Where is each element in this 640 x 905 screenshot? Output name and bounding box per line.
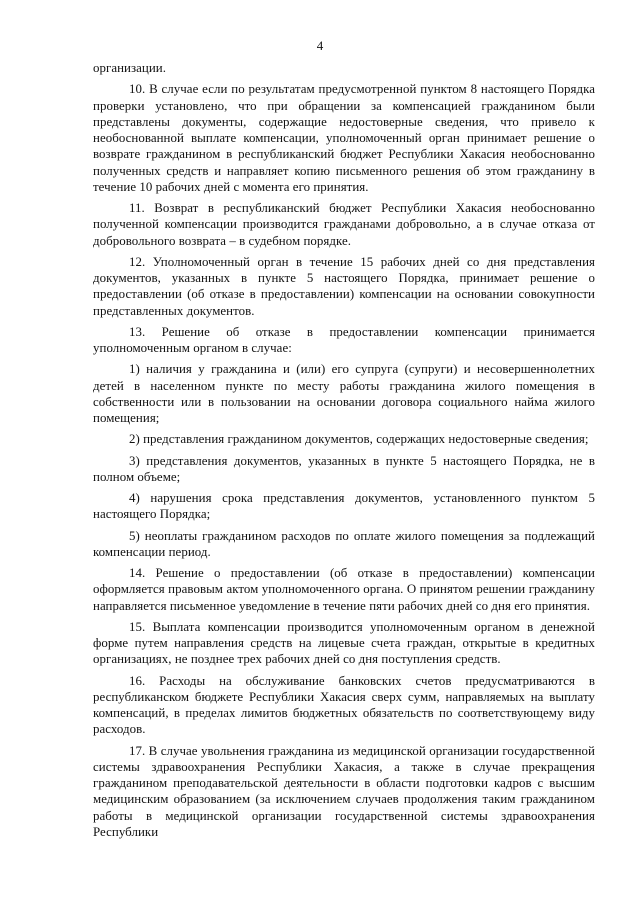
paragraph-item-17: 17. В случае увольнения гражданина из медицинской организации государственной системы здравоохранения Республики Хакасия, а также в случае прекращения гражданином преподавательской деятельности в области подготовки кадров с высшим медицинским образованием (за исключением случаев продолжения таким гражданином работы в медицинской организации государственной системы здравоохранения Республики <box>93 743 595 839</box>
paragraph-continuation: организации. <box>93 61 167 75</box>
paragraph-item-10: 10. В случае если по результатам предусмотренной пунктом 8 настоящего Порядка проверки установлено, что при обращении за компенсацией гражданином были представлены документы, содержащие недостоверные сведения, что привело к необоснованной выплате компенсации, уполномоченный орган принимает решение о возврате гражданином в республиканский бюджет Республики Хакасия необоснованно полученных средств и направляет копию письменного решения об этом гражданину в течение 10 рабочих дней с момента его принятия. <box>93 82 595 194</box>
document-body <box>93 60 595 840</box>
paragraph-item-11: 11. Возврат в республиканский бюджет Республики Хакасия необоснованно полученной компенсации производится гражданами добровольно, а в случае отказа от добровольного возврата – в судебном порядке. <box>93 201 595 248</box>
paragraph-item-14: 14. Решение о предоставлении (об отказе в предоставлении) компенсации оформляется правовым актом уполномоченного органа. О принятом решении гражданину направляется письменное уведомление в течение пяти рабочих дней со дня его принятия. <box>93 566 595 613</box>
paragraph-subitem-5: 5) неоплаты гражданином расходов по оплате жилого помещения за подлежащий компенсации период. <box>93 528 595 559</box>
page-number: 4 <box>316 38 324 53</box>
paragraph-subitem-3: 3) представления документов, указанных в пункте 5 настоящего Порядка, не в полном объеме; <box>93 453 595 484</box>
paragraph-item-16: 16. Расходы на обслуживание банковских счетов предусматриваются в республиканском бюджете Республики Хакасия сверх сумм, направляемых на выплату компенсаций, в пределах лимитов бюджетных обязательств по соответствующему виду расходов. <box>93 673 595 737</box>
paragraph-item-12: 12. Уполномоченный орган в течение 15 рабочих дней со дня представления документов, указанных в пункте 5 настоящего Порядка, принимает решение о предоставлении (об отказе в предоставлении) компенсации на основании совокупности представленных документов. <box>93 254 595 318</box>
paragraph-subitem-2: 2) представления гражданином документов, содержащих недостоверные сведения; <box>129 432 589 447</box>
paragraph-subitem-1: 1) наличия у гражданина и (или) его супруга (супруги) и несовершеннолетних детей в населенном пункте по месту работы гражданина жилого помещения в собственности или в пользовании на основании договора социального найма жилого помещения; <box>93 362 595 425</box>
paragraph-item-13: 13. Решение об отказе в предоставлении компенсации принимается уполномоченным органом в случае: <box>93 324 595 355</box>
paragraph-subitem-4: 4) нарушения срока представления документов, установленного пунктом 5 настоящего Порядка; <box>93 491 595 522</box>
paragraph-item-15: 15. Выплата компенсации производится уполномоченным органом в денежной форме путем направления средств на лицевые счета граждан, открытые в кредитных организациях, не позднее трех рабочих дней со дня поступления средств. <box>93 619 595 667</box>
